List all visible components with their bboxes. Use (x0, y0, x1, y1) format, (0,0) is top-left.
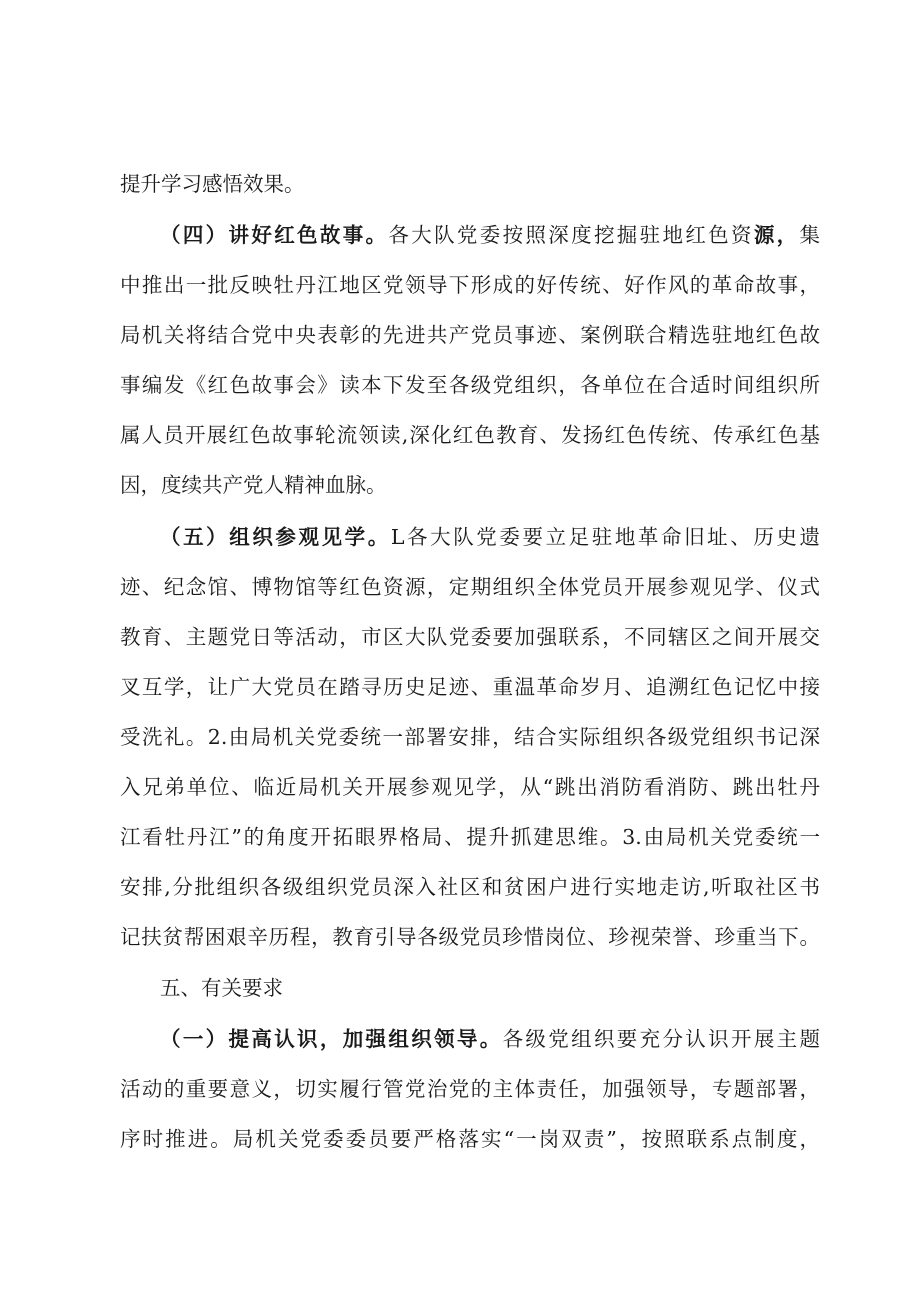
paragraph-line-16: 记扶贫帮困艰辛历程，教育引导各级党员珍惜岗位、珍视荣誉、珍重当下。 (120, 925, 820, 949)
paragraph-line-15: 安排,分批组织各级组织党员深入社区和贫困户进行实地走访,听取社区书 (120, 875, 820, 899)
section-heading-5: （五）组织参观见学。 (160, 525, 391, 549)
paragraph-line-1: 提升学习感悟效果。 (120, 172, 305, 196)
section-title-requirements: 五、有关要求 (160, 976, 283, 1000)
paragraph-line-5: 事编发《红色故事会》读本下发至各级党组织，各单位在合适时间组织所 (120, 373, 820, 397)
paragraph-line-14: 江看牡丹江”的角度开拓眼界格局、提升抓建思维。3.由局机关党委统一 (120, 825, 820, 849)
paragraph-line-3: 中推出一批反映牡丹江地区党领导下形成的好传统、好作风的革命故事， (120, 273, 820, 297)
paragraph-line-7: 因，度续共产党人精神血脉。 (120, 473, 387, 497)
paragraph-line-10: 教育、主题党日等活动，市区大队党委要加强联系，不同辖区之间开展交 (120, 625, 820, 649)
paragraph-line-9: 迹、纪念馆、博物馆等红色资源，定期组织全体党员开展参观见学、仪式 (120, 575, 820, 599)
paragraph-line-2: （四）讲好红色故事。各大队党委按照深度挖掘驻地红色资源，集 (160, 223, 821, 247)
paragraph-line-12: 受洗礼。2.由局机关党委统一部署安排，结合实际组织各级党组织书记深 (120, 725, 820, 749)
paragraph-line-6: 属人员开展红色故事轮流领读,深化红色教育、发扬红色传统、传承红色基 (120, 423, 820, 447)
paragraph-line-13: 入兄弟单位、临近局机关开展参观见学，从“跳出消防看消防、跳出牡丹 (120, 775, 820, 799)
paragraph-line-11: 叉互学，让广大党员在踏寻历史足迹、重温革命岁月、追溯红色记忆中接 (120, 675, 820, 699)
section-heading-4: （四）讲好红色故事。 (160, 223, 389, 247)
paragraph-line-18: （一）提高认识，加强组织领导。各级党组织要充分认识开展主题 (160, 1027, 821, 1051)
paragraph-line-20: 序时推进。局机关党委委员要严格落实“一岗双责”，按照联系点制度， (120, 1127, 820, 1151)
paragraph-line-19: 活动的重要意义，切实履行管党治党的主体责任，加强领导，专题部署， (120, 1077, 820, 1101)
section-heading-req-1: （一）提高认识，加强组织领导。 (160, 1027, 503, 1051)
paragraph-line-4: 局机关将结合党中央表彰的先进共产党员事迹、案例联合精选驻地红色故 (120, 323, 820, 347)
paragraph-line-8: （五）组织参观见学。L各大队党委要立足驻地革命旧址、历史遗 (160, 525, 820, 549)
